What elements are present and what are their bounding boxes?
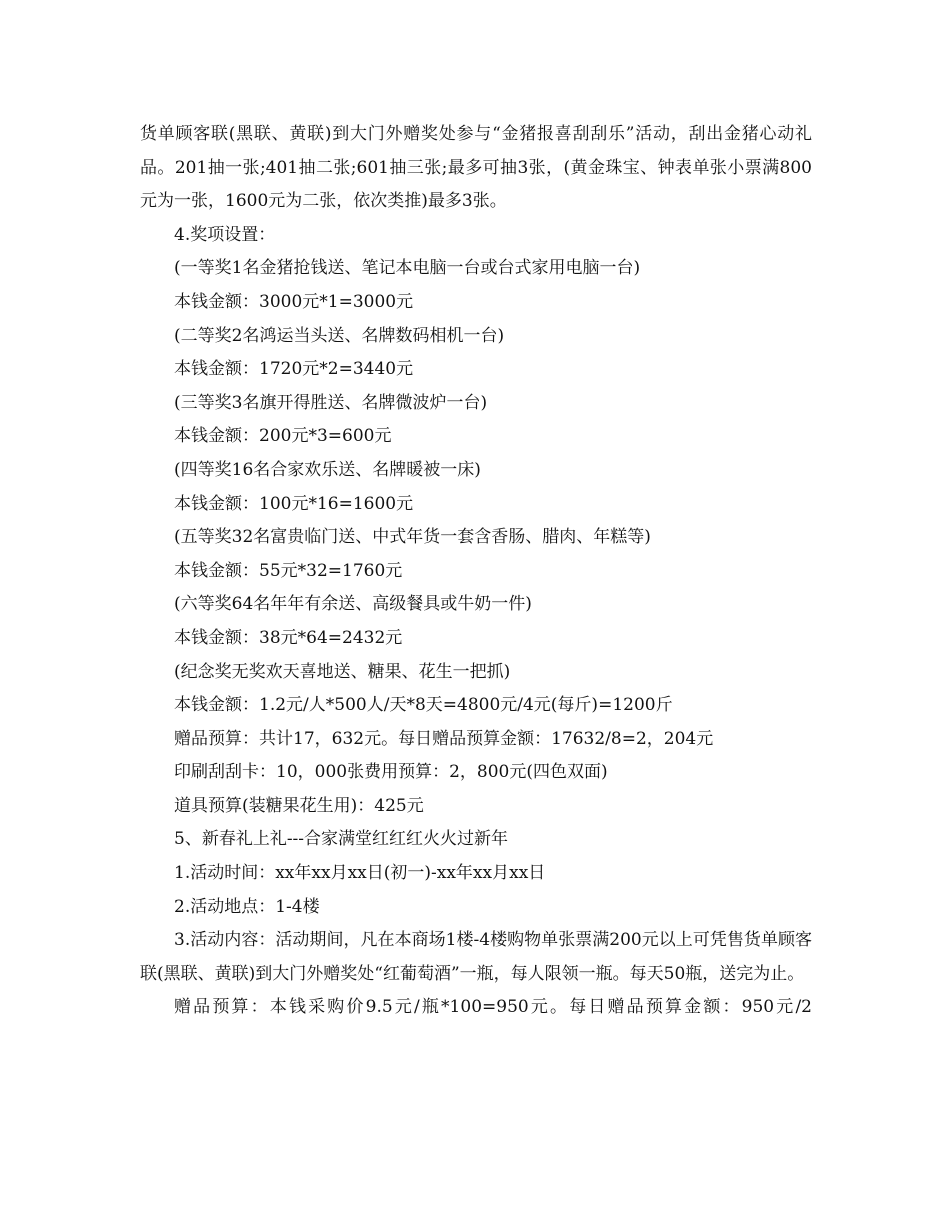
paragraph: 本钱金额：1720元*2=3440元 [174, 359, 414, 380]
paragraph: 本钱金额：100元*16=1600元 [174, 493, 414, 514]
paragraph: 本钱金额：3000元*1=3000元 [174, 291, 414, 312]
paragraph: 本钱金额：38元*64=2432元 [174, 627, 403, 648]
paragraph: (五等奖32名富贵临门送、中式年货一套含香肠、腊肉、年糕等) [174, 527, 651, 548]
paragraph: 赠品预算：本钱采购价9.5元/瓶*100=950元。每日赠品预算金额：950元/2 [174, 997, 812, 1018]
paragraph: 印刷刮刮卡：10，000张费用预算：2，800元(四色双面) [174, 762, 608, 783]
paragraph: (三等奖3名旗开得胜送、名牌微波炉一台) [174, 392, 488, 413]
paragraph: (二等奖2名鸿运当头送、名牌数码相机一台) [174, 325, 505, 346]
paragraph: 本钱金额：1.2元/人*500人/天*8天=4800元/4元(每斤)=1200斤 [174, 695, 673, 716]
paragraph: 3.活动内容：活动期间，凡在本商场1楼-4楼购物单张票满200元以上可凭售货单顾客联(黑联、黄联)到大门外赠奖处“红葡萄酒”一瓶，每人限领一瓶。每天50瓶，送完为止。 [140, 930, 812, 984]
paragraph: 4.奖项设置： [174, 224, 276, 245]
paragraph: (六等奖64名年年有余送、高级餐具或牛奶一件) [174, 594, 532, 615]
paragraph: 本钱金额：200元*3=600元 [174, 426, 392, 447]
paragraph: (一等奖1名金猪抢钱送、笔记本电脑一台或台式家用电脑一台) [174, 258, 641, 279]
paragraph: (纪念奖无奖欢天喜地送、糖果、花生一把抓) [174, 661, 511, 682]
paragraph: 赠品预算：共计17，632元。每日赠品预算金额：17632/8=2，204元 [174, 728, 714, 749]
document-body [140, 118, 812, 1025]
paragraph: 5、新春礼上礼---合家满堂红红红火火过新年 [174, 829, 509, 850]
paragraph: 1.活动时间：xx年xx月xx日(初一)-xx年xx月xx日 [174, 863, 546, 884]
paragraph: 2.活动地点：1-4楼 [174, 896, 320, 917]
paragraph: 本钱金额：55元*32=1760元 [174, 560, 403, 581]
paragraph: (四等奖16名合家欢乐送、名牌暖被一床) [174, 459, 481, 480]
paragraph: 货单顾客联(黑联、黄联)到大门外赠奖处参与“金猪报喜刮刮乐”活动，刮出金猪心动礼品。201抽一张;401抽二张;601抽三张;最多可抽3张，(黄金珠宝、钟表单张小票满800元为一张，1600元为二张，依次类推)最多3张。 [140, 124, 812, 212]
paragraph: 道具预算(装糖果花生用)：425元 [174, 795, 424, 816]
